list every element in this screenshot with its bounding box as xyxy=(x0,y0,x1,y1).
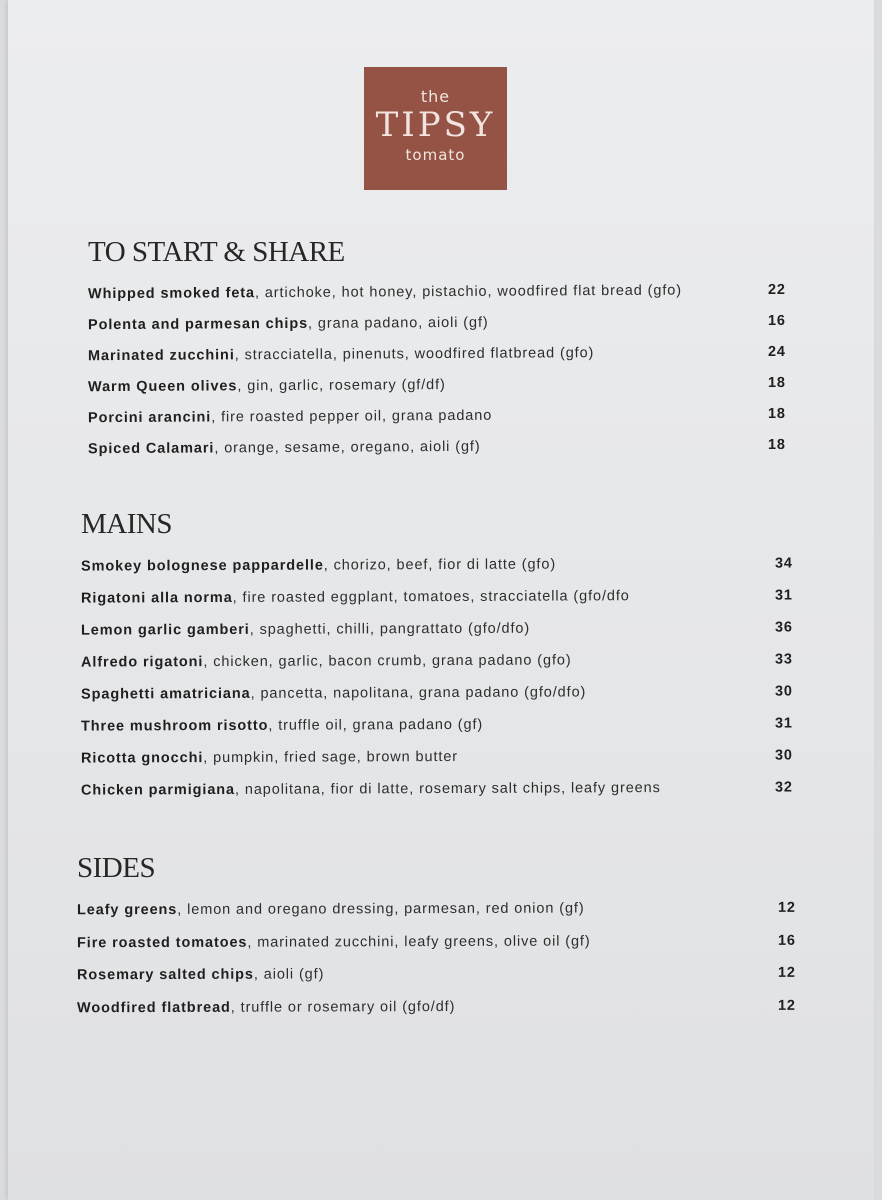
menu-item xyxy=(81,771,811,806)
menu-item xyxy=(77,989,817,1024)
section-title: SIDES xyxy=(77,852,156,884)
item-description: , napolitana, fior di latte, rosemary salt chips, leafy greens xyxy=(234,780,661,798)
menu-item xyxy=(81,675,811,710)
menu-item xyxy=(88,430,808,465)
item-price: 36 xyxy=(774,619,793,636)
menu-item xyxy=(81,707,811,742)
item-price: 18 xyxy=(767,436,786,454)
item-price: 34 xyxy=(774,555,793,572)
item-price: 32 xyxy=(774,779,793,796)
menu-item xyxy=(81,611,811,646)
item-description: , aioli (gf) xyxy=(253,966,325,983)
item-description: , artichoke, hot honey, pistachio, woodfired flat bread (gfo) xyxy=(254,282,683,302)
item-description: , orange, sesame, oregano, aioli (gf) xyxy=(214,438,481,457)
item-name: Fire roasted tomatoes xyxy=(76,934,248,951)
menu-item xyxy=(88,399,808,434)
item-price: 18 xyxy=(767,405,786,423)
section-to-start-and-share xyxy=(88,234,808,463)
item-name: Lemon garlic gamberi xyxy=(80,621,250,639)
item-description: , grana padano, aioli (gf) xyxy=(307,314,489,332)
section-title: TO START & SHARE xyxy=(88,236,345,268)
item-name: Warm Queen olives xyxy=(87,378,238,396)
item-price: 31 xyxy=(774,715,793,732)
item-description: , stracciatella, pinenuts, woodfired flatbread (gfo) xyxy=(234,345,595,364)
section-title: MAINS xyxy=(81,508,172,540)
item-description: , lemon and oregano dressing, parmesan, red onion (gf) xyxy=(177,900,585,918)
item-description: , fire roasted pepper oil, grana padano xyxy=(211,407,493,426)
item-description: , truffle oil, grana padano (gf) xyxy=(268,716,484,734)
item-name: Ricotta gnocchi xyxy=(80,750,204,767)
menu-item xyxy=(88,275,808,310)
section-mains xyxy=(81,506,811,805)
item-description: , truffle or rosemary oil (gfo/df) xyxy=(230,998,456,1016)
item-description: , pumpkin, fried sage, brown butter xyxy=(203,748,459,767)
restaurant-logo xyxy=(364,67,507,190)
item-description: , chorizo, beef, fior di latte (gfo) xyxy=(323,556,557,574)
item-price: 22 xyxy=(767,281,786,299)
item-name: Marinated zucchini xyxy=(87,347,235,365)
menu-item xyxy=(77,957,817,992)
item-description: , pancetta, napolitana, grana padano (gfo/dfo) xyxy=(250,684,587,702)
item-price: 12 xyxy=(777,997,796,1014)
menu-item xyxy=(88,306,808,341)
item-price: 31 xyxy=(774,587,793,604)
item-name: Polenta and parmesan chips xyxy=(87,315,309,334)
item-price: 16 xyxy=(767,312,786,330)
item-name: Whipped smoked feta xyxy=(87,285,256,303)
item-price: 12 xyxy=(777,899,796,916)
menu-item xyxy=(81,579,811,614)
menu-item xyxy=(81,547,811,582)
item-price: 30 xyxy=(774,683,793,700)
item-name: Smokey bolognese pappardelle xyxy=(80,557,324,575)
item-price: 24 xyxy=(767,343,786,361)
logo-text-tipsy: TIPSY xyxy=(375,105,496,145)
menu-item xyxy=(88,368,808,403)
menu-item xyxy=(81,739,811,774)
item-name: Woodfired flatbread xyxy=(76,999,231,1016)
item-price: 12 xyxy=(777,964,796,981)
item-name: Alfredo rigatoni xyxy=(80,654,204,671)
menu-page xyxy=(8,0,874,1200)
item-price: 16 xyxy=(777,932,796,949)
item-description: , gin, garlic, rosemary (gf/df) xyxy=(237,377,446,395)
item-description: , chicken, garlic, bacon crumb, grana padano (gfo) xyxy=(203,652,572,671)
item-name: Rigatoni alla norma xyxy=(80,589,233,607)
item-name: Chicken parmigiana xyxy=(80,781,236,799)
menu-item xyxy=(88,337,808,372)
item-name: Porcini arancini xyxy=(87,409,212,427)
item-description: , marinated zucchini, leafy greens, olive oil (gf) xyxy=(247,932,591,951)
item-name: Three mushroom risotto xyxy=(80,717,269,735)
item-name: Rosemary salted chips xyxy=(76,966,254,984)
item-name: Spaghetti amatriciana xyxy=(80,685,251,703)
section-sides xyxy=(77,850,817,1023)
logo-text-the: the xyxy=(420,87,451,106)
menu-item xyxy=(77,924,817,959)
item-price: 33 xyxy=(774,651,793,668)
menu-item xyxy=(81,643,811,678)
item-price: 18 xyxy=(767,374,786,392)
logo-text-tomato: tomato xyxy=(405,146,466,164)
item-price: 30 xyxy=(774,747,793,764)
item-name: Leafy greens xyxy=(76,901,178,919)
item-description: , spaghetti, chilli, pangrattato (gfo/dfo) xyxy=(249,620,531,638)
item-description: , fire roasted eggplant, tomatoes, stracciatella (gfo/dfo xyxy=(232,588,630,606)
menu-item xyxy=(77,892,817,927)
item-name: Spiced Calamari xyxy=(87,440,215,458)
